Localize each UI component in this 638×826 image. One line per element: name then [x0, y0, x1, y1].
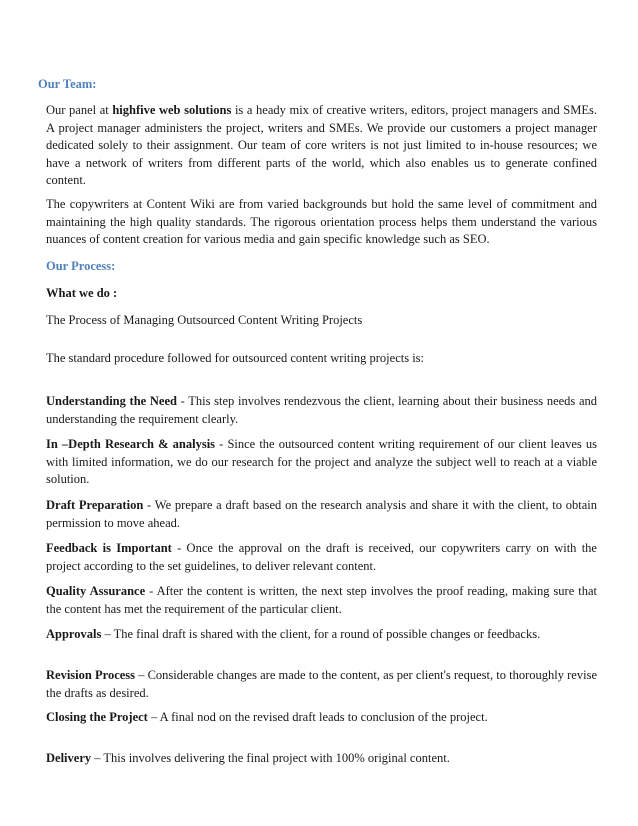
step-title: Delivery	[46, 751, 92, 765]
team-paragraph-2: The copywriters at Content Wiki are from varied backgrounds but hold the same level of commitment and maintaining the high quality standards. The rigorous orientation process helps them understand the various nuances of content creation for various media and gain specific knowledge such as SEO.	[46, 197, 597, 246]
step-title: Approvals	[46, 627, 102, 641]
step-in-depth-research	[46, 436, 597, 489]
step-title: Feedback is Important	[46, 541, 172, 555]
step-text: – This involves delivering the final project with 100% original content.	[91, 751, 450, 765]
step-title: Revision Process	[46, 668, 136, 682]
step-delivery	[46, 750, 597, 768]
step-text: - Once the approval on the draft is received, our copywriters carry on with the project according to the set guidelines, to deliver relevant content.	[46, 541, 597, 573]
step-title: Quality Assurance	[46, 584, 146, 598]
company-name: highfive web solutions	[112, 103, 232, 117]
step-text: – Considerable changes are made to the content, as per client's request, to thoroughly revise the drafts as desired.	[46, 668, 597, 700]
step-text: – The final draft is shared with the client, for a round of possible changes or feedbacks.	[101, 627, 541, 641]
step-text: - Since the outsourced content writing requirement of our client leaves us with limited information, we do our research for the project and analyze the subject well to reach at a viable solution.	[46, 437, 598, 486]
step-feedback-is-important	[46, 540, 597, 575]
process-intro-2: The standard procedure followed for outsourced content writing projects is:	[46, 351, 425, 365]
step-approvals	[46, 626, 546, 644]
process-intro-1: The Process of Managing Outsourced Content Writing Projects	[46, 313, 363, 327]
team-paragraph-1	[46, 102, 597, 190]
team-paragraph-1-pre: Our panel at	[46, 103, 113, 117]
step-understanding-the-need	[46, 393, 597, 428]
step-title: In –Depth Research & analysis	[46, 437, 216, 451]
step-text: - This step involves rendezvous the client, learning about their business needs and understanding the requirement clearly.	[46, 394, 598, 426]
step-quality-assurance	[46, 583, 597, 618]
team-paragraph-1-post: is a heady mix of creative writers, editors, project managers and SMEs. A project manager administers the project, writers and SMEs. We provide our customers a project manager dedicated solely to their assignment. Our team of core writers is not just limited to in-house resources; we have a network of writers from different parts of the world, which also enables us to generate confined content.	[46, 103, 597, 187]
step-title: Draft Preparation	[46, 498, 144, 512]
step-draft-preparation	[46, 497, 597, 532]
our-process-heading: Our Process:	[46, 259, 116, 273]
step-text: – A final nod on the revised draft leads to conclusion of the project.	[147, 710, 488, 724]
step-title: Understanding the Need	[46, 394, 177, 408]
step-text: - After the content is written, the next step involves the proof reading, making sure that the content has met the requirement of the particular client.	[46, 584, 597, 616]
step-title: Closing the Project	[46, 710, 148, 724]
what-we-do-heading: What we do :	[46, 286, 118, 300]
step-closing-the-project	[46, 709, 496, 727]
step-revision-process	[46, 667, 597, 702]
step-text: - We prepare a draft based on the research analysis and share it with the client, to obtain permission to move ahead.	[46, 498, 598, 530]
our-team-heading: Our Team:	[38, 77, 97, 91]
